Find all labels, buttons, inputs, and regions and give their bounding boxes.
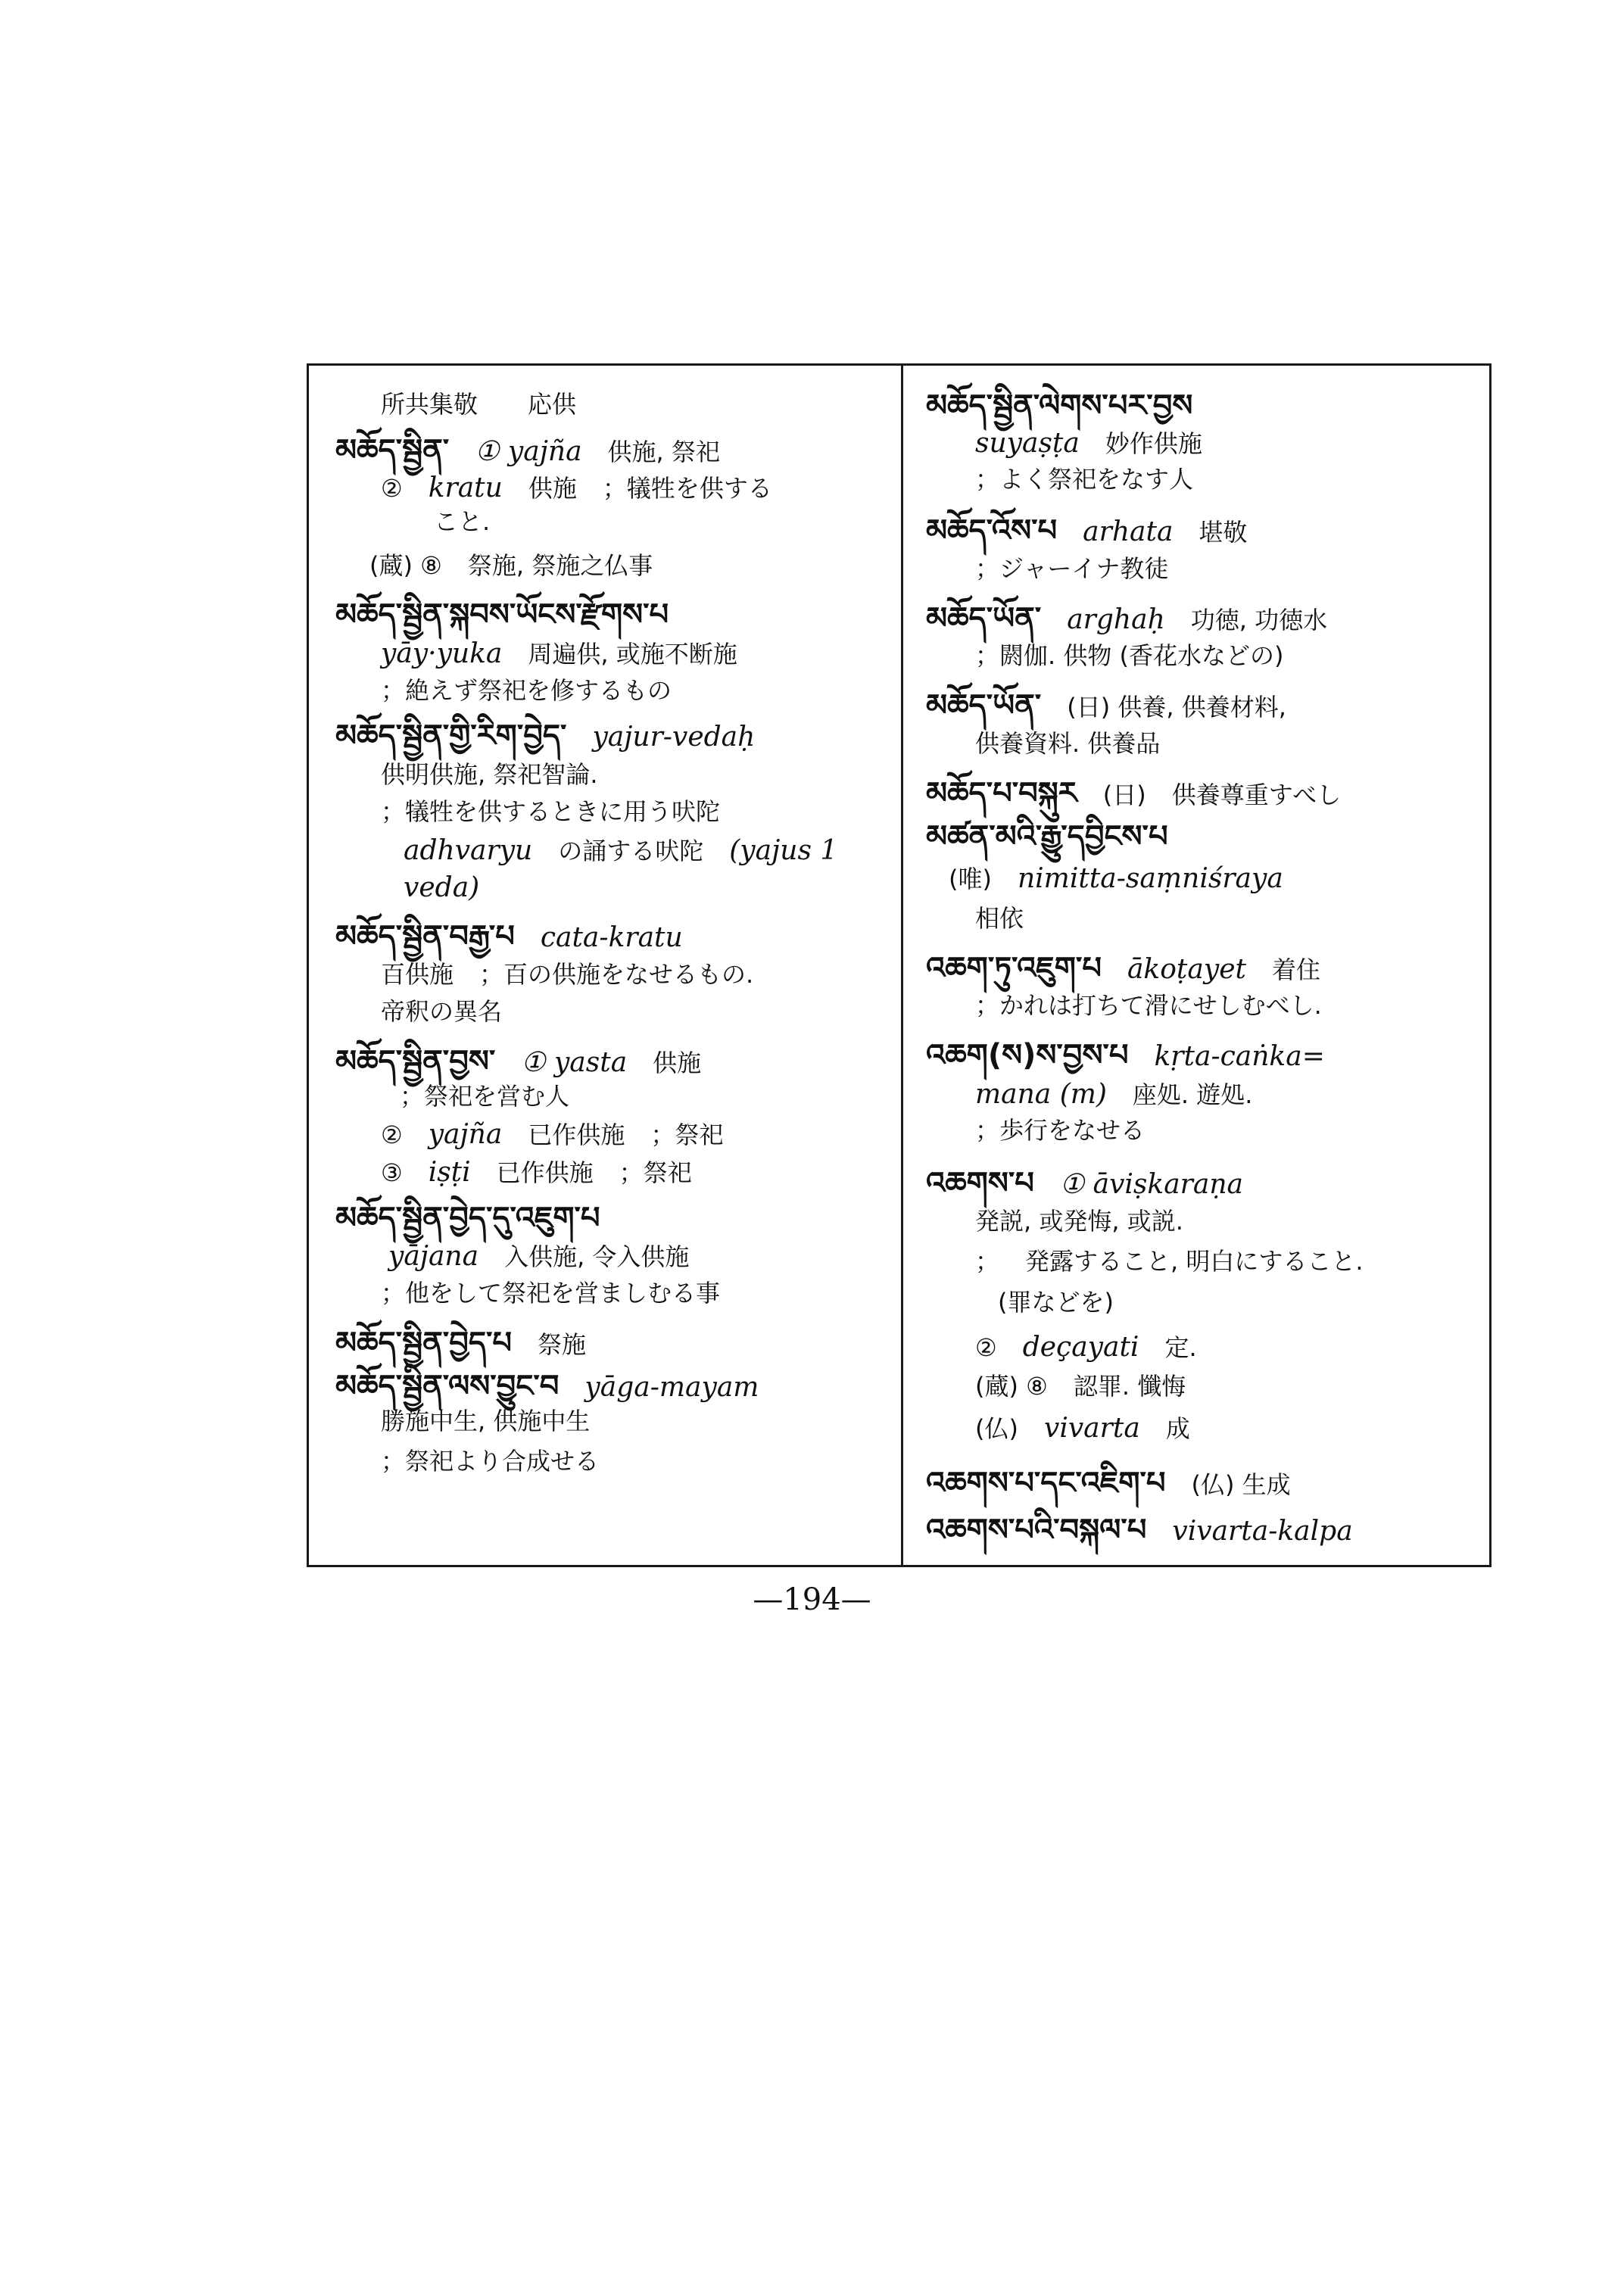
japanese-gloss: ；閼伽. 供物 (香花水などの): [975, 641, 1284, 671]
entry-line: [926, 388, 1193, 423]
japanese-gloss: ；歩行をなせる: [975, 1116, 1146, 1145]
japanese-gloss: 祭施, 祭施之仏事: [467, 550, 653, 580]
sanskrit-term: ① yajña: [475, 436, 582, 468]
sanskrit-term: adhvaryu: [404, 834, 533, 866]
japanese-gloss: の誦する吠陀: [558, 836, 704, 865]
entry-line: [388, 1241, 690, 1273]
entry-line: [335, 433, 720, 469]
entry-line: [335, 597, 669, 633]
japanese-gloss: (日) 供養, 供養材料,: [1067, 693, 1286, 722]
sanskrit-term: yāy·yuka: [381, 638, 503, 669]
entry-line: [926, 1466, 1291, 1501]
japanese-gloss: 百供施: [381, 959, 454, 989]
sanskrit-term: cata-kratu: [540, 922, 683, 954]
entry-line: [335, 1200, 600, 1236]
japanese-gloss: 祭施: [538, 1329, 587, 1359]
japanese-gloss: こと.: [434, 506, 491, 536]
sanskrit-term: suyaṣṭa: [975, 427, 1080, 459]
japanese-gloss: 功徳, 功徳水: [1190, 605, 1328, 634]
entry-line: [926, 600, 1328, 636]
left-column: [309, 366, 901, 1565]
japanese-gloss: 認罪. 懺悔: [1073, 1372, 1186, 1401]
tibetan-headword: མཆོད་ཡོན་: [926, 600, 1042, 636]
japanese-gloss: ；犠牲を供するときに用う吠陀: [381, 797, 721, 827]
sanskrit-term: vivarta-kalpa: [1172, 1516, 1353, 1547]
japanese-gloss: 堪敬: [1199, 518, 1248, 547]
entry-line: [335, 1044, 702, 1080]
japanese-gloss: 供施, 祭祀: [607, 438, 720, 467]
japanese-gloss: 周遍供, 或施不断施: [528, 640, 737, 669]
tibetan-headword: མཆོད་འོས་པ: [926, 513, 1058, 548]
tibetan-headword: མཆོད་སྦྱིན་གྱི་རིག་བྱེད་: [335, 718, 567, 753]
japanese-gloss: 相依: [975, 903, 1024, 933]
entry-line: [404, 874, 479, 902]
entry-line: [400, 1081, 570, 1111]
sanskrit-term: kratu: [428, 472, 503, 504]
entry-line: [381, 675, 672, 705]
entry-line: [926, 775, 1342, 811]
japanese-gloss: 発露すること, 明白にすること.: [1025, 1247, 1364, 1276]
tibetan-headword: མཆོད་སྦྱིན་ལེགས་པར་བྱས: [926, 388, 1193, 423]
japanese-gloss: 供明供施, 祭祀智論.: [381, 759, 598, 789]
entry-line: [975, 1415, 1190, 1442]
japanese-gloss: ；祭祀: [619, 1158, 692, 1187]
entry-line: [975, 1247, 1364, 1276]
japanese-gloss: ；かれは打ちて滑にせしむべし.: [975, 991, 1322, 1021]
tibetan-headword: མཆོད་སྦྱིན་: [335, 433, 450, 469]
japanese-gloss: 妙作供施: [1105, 429, 1202, 458]
entry-line: [335, 1325, 587, 1361]
tibetan-headword: མཆོད་སྦྱིན་ལས་བྱུང་བ: [335, 1369, 560, 1404]
tibetan-headword: འཆག(ས)ས་བྱས་པ: [926, 1038, 1129, 1073]
entry-line: [926, 690, 1286, 721]
tibetan-headword: མཆོད་སྦྱིན་བྱེད་དུ་འཇུག་པ: [335, 1200, 600, 1236]
japanese-gloss: ；絶えず祭祀を修するもの: [381, 675, 672, 705]
entry-line: [404, 834, 838, 866]
entry-line: [975, 903, 1024, 933]
tibetan-headword: མཆོད་པ་བསྐུར: [926, 775, 1077, 811]
japanese-gloss: ；犠牲を供する: [602, 474, 772, 503]
entry-line: [975, 427, 1202, 459]
japanese-gloss: 供施: [653, 1049, 702, 1078]
sanskrit-term: arghaḥ: [1067, 603, 1165, 635]
japanese-gloss: ；他をして祭祀を営ましむる事: [381, 1278, 721, 1308]
sanskrit-term: deçayati: [1022, 1331, 1139, 1363]
entry-line: [926, 1040, 1325, 1071]
tibetan-headword: མཆོད་ཡོན་: [926, 688, 1042, 723]
sanskrit-term: iṣṭi: [428, 1156, 471, 1188]
sanskrit-term: yajur-vedaḥ: [592, 721, 756, 753]
japanese-gloss: ；祭祀: [650, 1121, 724, 1150]
japanese-gloss: (仏): [975, 1414, 1018, 1443]
japanese-gloss: 帝釈の異名: [381, 997, 503, 1027]
tibetan-headword: མཆོད་སྦྱིན་བྱས་: [335, 1044, 496, 1080]
entry-line: [381, 472, 772, 504]
entry-line: [975, 641, 1284, 671]
sanskrit-term: arhata: [1083, 516, 1174, 547]
japanese-gloss: (日): [1102, 780, 1146, 809]
dictionary-frame: [307, 363, 1492, 1567]
right-column: [903, 366, 1489, 1565]
entry-line: [381, 638, 737, 669]
japanese-gloss: (蔵) ⑧: [369, 550, 442, 580]
sanskrit-term: yāga-mayam: [584, 1372, 759, 1404]
entry-line: [434, 506, 491, 536]
entry-line: [381, 1278, 721, 1308]
japanese-gloss: 勝施中生, 供施中生: [381, 1406, 591, 1435]
japanese-gloss: ②: [381, 1121, 403, 1150]
sanskrit-term: ① āviṣkaraṇa: [1059, 1169, 1243, 1201]
entry-line: [975, 1331, 1197, 1363]
sanskrit-term: yājana: [388, 1241, 479, 1273]
entry-line: [381, 1406, 591, 1435]
entry-line: [975, 465, 1194, 494]
japanese-gloss: (罪などを): [998, 1288, 1114, 1317]
entry-line: [926, 513, 1248, 548]
japanese-gloss: (蔵) ⑧: [975, 1372, 1048, 1401]
entry-line: [975, 1116, 1146, 1145]
japanese-gloss: ②: [975, 1332, 997, 1362]
japanese-gloss: 已作供施: [496, 1158, 594, 1187]
entry-line: [381, 1121, 723, 1149]
page-number: —194—: [753, 1582, 871, 1617]
entry-line: [975, 1206, 1183, 1236]
tibetan-headword: མཆོད་སྦྱིན་སྐབས་ཡོངས་རྫོགས་པ: [335, 597, 669, 633]
entry-line: [926, 1513, 1353, 1548]
entry-line: [381, 1447, 600, 1476]
entry-line: [335, 919, 683, 955]
sanskrit-term: kṛta-caṅka=: [1154, 1041, 1325, 1072]
entry-line: [926, 1166, 1243, 1202]
japanese-gloss: 供施: [528, 474, 577, 503]
japanese-gloss: 応供: [503, 389, 577, 419]
tibetan-headword: འཆགས་པ: [926, 1166, 1034, 1202]
tibetan-headword: མཚན་མའི་རྒྱུ་དབྱིངས་པ: [926, 819, 1168, 855]
sanskrit-term: nimitta-saṃniśraya: [1017, 863, 1283, 894]
japanese-gloss: ；ジャーイナ教徒: [975, 553, 1169, 583]
tibetan-headword: འཆག་ཏུ་འཇུག་པ: [926, 950, 1102, 986]
entry-line: [381, 759, 598, 789]
tibetan-headword: འཆགས་པ་དང་འཇིག་པ: [926, 1466, 1166, 1501]
japanese-gloss: 供養資料. 供養品: [975, 728, 1161, 758]
japanese-gloss: (唯): [949, 865, 992, 893]
japanese-gloss: ；よく祭祀をなす人: [975, 465, 1194, 494]
entry-line: [381, 997, 503, 1027]
japanese-gloss: 定.: [1164, 1332, 1197, 1362]
sanskrit-term: vivarta: [1043, 1413, 1140, 1444]
sanskrit-term: veda): [404, 872, 480, 904]
tibetan-headword: འཆགས་པའི་བསྐལ་པ: [926, 1513, 1147, 1548]
japanese-gloss: (仏) 生成: [1191, 1470, 1291, 1500]
japanese-gloss: ；祭祀より合成せる: [381, 1447, 600, 1476]
entry-line: [381, 389, 577, 419]
tibetan-headword: མཆོད་སྦྱིན་བརྒྱ་པ: [335, 919, 515, 955]
entry-line: [975, 1078, 1253, 1110]
japanese-gloss: ②: [381, 474, 403, 503]
japanese-gloss: 発説, 或発悔, 或説.: [975, 1206, 1183, 1236]
japanese-gloss: 入供施, 令入供施: [504, 1242, 690, 1272]
entry-line: [335, 1369, 759, 1404]
tibetan-headword: མཆོད་སྦྱིན་བྱེད་པ: [335, 1325, 513, 1361]
sanskrit-term: (yajus 1: [729, 834, 838, 866]
japanese-gloss: 着住: [1271, 955, 1320, 984]
entry-line: [926, 950, 1320, 986]
japanese-gloss: 已作供施: [528, 1121, 625, 1150]
japanese-gloss: 座処. 遊処.: [1132, 1080, 1253, 1109]
entry-line: [975, 991, 1322, 1021]
japanese-gloss: ；百の供施をなせるもの.: [479, 959, 754, 989]
entry-line: [335, 718, 756, 753]
japanese-gloss: 供養尊重すべし: [1171, 780, 1342, 809]
entry-line: [975, 553, 1169, 583]
japanese-gloss: ；祭祀を営む人: [400, 1081, 570, 1111]
sanskrit-term: ākoṭayet: [1127, 953, 1246, 985]
sanskrit-term: mana (m): [975, 1078, 1107, 1110]
entry-line: [381, 1156, 692, 1188]
entry-line: [926, 819, 1168, 855]
entry-line: [381, 959, 754, 989]
japanese-gloss: ③: [381, 1158, 403, 1187]
entry-line: [949, 865, 1283, 893]
japanese-gloss: 所共集敬: [381, 389, 478, 419]
entry-line: [975, 1372, 1186, 1401]
sanskrit-term: yajña: [428, 1119, 503, 1151]
sanskrit-term: ① yasta: [521, 1047, 628, 1079]
japanese-gloss: ；: [975, 1247, 1000, 1276]
entry-line: [975, 728, 1161, 758]
entry-line: [369, 550, 653, 580]
entry-line: [381, 797, 721, 827]
japanese-gloss: 成: [1165, 1414, 1190, 1443]
entry-line: [998, 1288, 1114, 1317]
